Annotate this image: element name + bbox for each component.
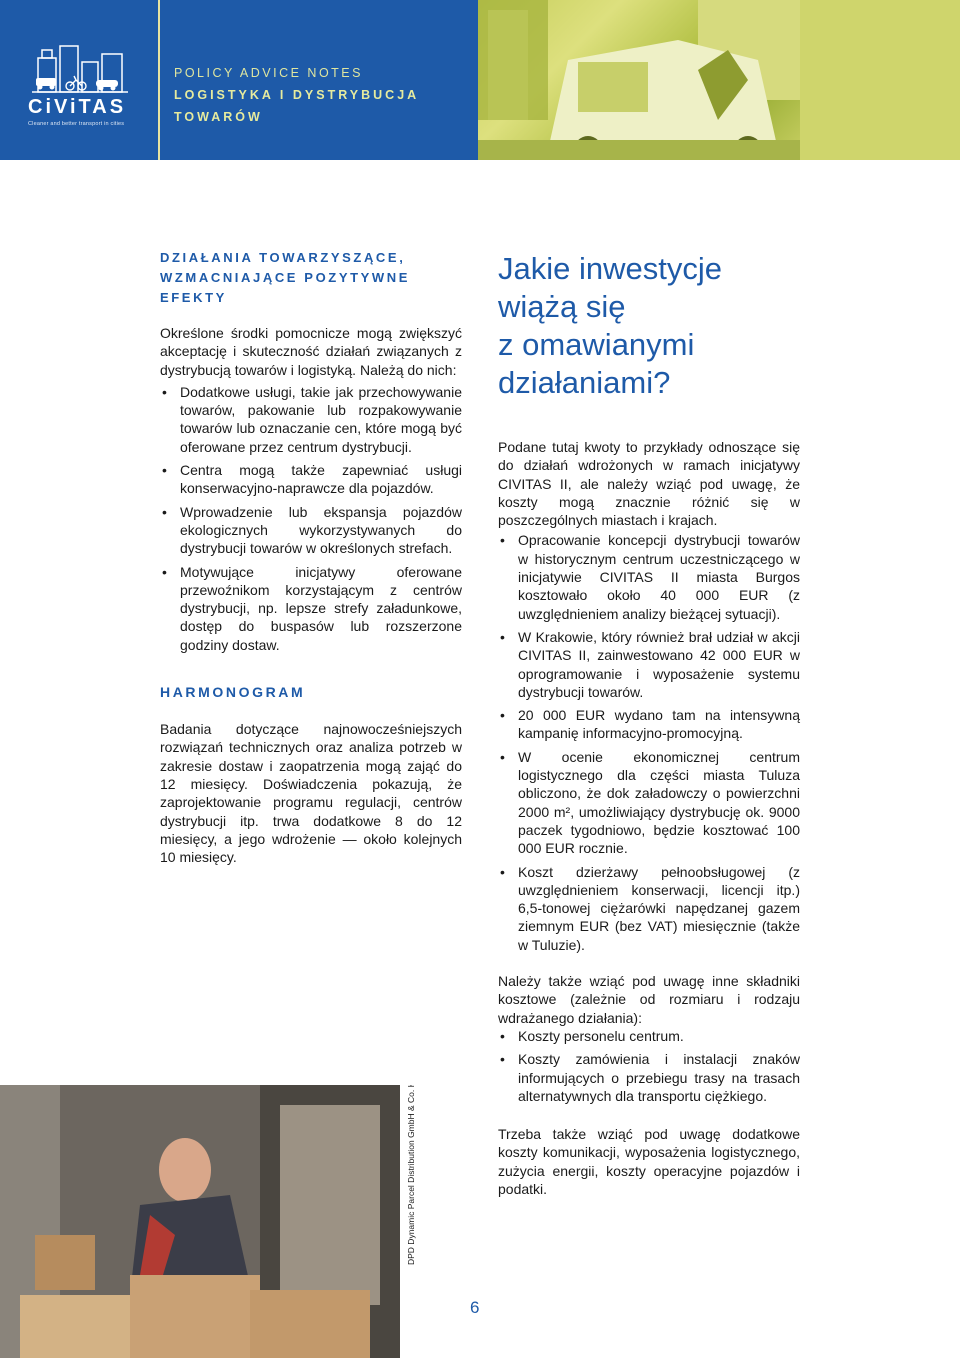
photo-credit-rotated [404,1085,418,1265]
list-item: • Koszty personelu centrum. [500,1027,684,1044]
question-heading-line4: działaniami? [498,365,671,400]
right-column [498,250,800,1198]
logo-tagline: Cleaner and better transport in cities [28,121,125,127]
city-skyline-icon [30,40,130,100]
worker-parcels-illustration [0,1085,400,1358]
bullet-icon: • [162,383,167,400]
list-item: • Koszty zamówienia i instalacji znaków informujących o przebiegu trasy na trasach alternatywnych dla transportu ciężkiego. [500,1051,800,1104]
bullet-icon: • [500,532,505,549]
section-title-line1: DZIAŁANIA TOWARZYSZĄCE, [160,250,406,265]
bullet-icon: • [500,628,505,645]
measures-list [160,383,462,654]
section-title-line2: WZMACNIAJĄCE POZYTYWNE [160,270,411,285]
section-schedule [160,682,462,866]
bullet-icon: • [500,1027,505,1044]
section-intro: Określone środki pomocnicze mogą zwiększyć akceptację i skuteczność działań związanych z dystrybucją towarów i logistyką. Należą do nich: [160,325,462,378]
list-item: • Dodatkowe usługi, takie jak przechowywanie towarów, pakowanie lub rozpakowywanie towarów lub oznaczanie cen, które mogą być oferowane przez centrum dystrybucji. [162,383,462,455]
photo-credit [404,1085,418,1265]
bullet-icon: • [162,462,167,479]
page-number: 6 [470,1298,480,1317]
list-item: • Centra mogą także zapewniać usługi konserwacyjno-naprawcze dla pojazdów. [162,462,462,497]
costs-list [498,531,800,954]
list-item: • W Krakowie, który również brał udział w akcji CIVITAS II, zainwestowano 42 000 EUR w oprogramowanie i wyposażenie systemu dystrybucji towarów. [500,628,800,700]
topic-title-line1: LOGISTYKA I DYSTRYBUCJA [174,88,420,102]
bullet-icon: • [500,748,505,765]
header-right-panel [800,0,960,160]
bullet-icon: • [162,503,167,520]
list-item: • Wprowadzenie lub ekspansja pojazdów ekologicznych wykorzystywanych do dystrybucji towarów w określonych strefach. [162,503,462,557]
bullet-icon: • [500,863,505,880]
civitas-logo [0,0,160,160]
costs-intro: Podane tutaj kwoty to przykłady odnoszące się do działań wdrożonych w ramach inicjatywy CIVITAS II, ale należy wziąć pod uwagę, że koszty mogą znacznie różnić się w poszczególnych miastach i krajach. [498,439,800,529]
photo-worker-with-parcels [0,1085,400,1358]
list-item: • Motywujące inicjatywy oferowane przewoźnikom korzystającym z centrów dystrybucji, np. lepsze strefy załadunkowe, dostęp do buspasów lub rozszerzone godziny dostaw. [162,563,462,653]
section-title: HARMONOGRAM [160,684,306,701]
topic-title-line2: TOWARÓW [174,110,263,124]
question-heading-line2: wiążą się [498,289,626,324]
delivery-van-illustration [478,0,800,160]
other-costs-list [498,1027,800,1105]
bullet-icon: • [500,1051,505,1068]
bullet-icon: • [500,707,505,724]
list-item: • W ocenie ekonomicznej centrum logistycznego dla części miasta Tuluza obliczono, że dok załadowczy o powierzchni 2000 m², umożliwiający dystrybucję ok. 9000 paczek tygodniowo, będzie kosztować 100 000 EUR rocznie. [500,748,800,857]
list-item: • Koszt dzierżawy pełnoobsługowej (z uwzględnieniem konserwacji, licencji itp.) 6,5-tonowej ciężarówki napędzanej gazem ziemnym EUR (bez VAT) miesięcznie (także w Tuluzie). [500,863,800,953]
bullet-icon: • [162,563,167,580]
header-photo-delivery-van [478,0,800,160]
question-heading-line3: z omawianymi [498,327,695,362]
header-titles [174,66,419,124]
logo-wordmark: CiViTAS [28,96,127,118]
list-item: • Opracowanie koncepcji dystrybucji towarów w historycznym centrum uczestniczącego w inicjatywie CIVITAS II miasta Burgos kosztowało około 40 000 EUR (z uwzględnieniem analizy bieżącej sytuacji). [500,532,800,622]
left-column [160,248,462,866]
photo-credit-text: DPD Dynamic Parcel Distribution GmbH & Co. KG [406,1085,416,1265]
list-item: • 20 000 EUR wydano tam na intensywną kampanię informacyjno-promocyjną. [500,707,800,742]
other-costs-intro: Należy także wziąć pod uwagę inne składniki kosztowe (zależnie od rozmiaru i rodzaju wdrażanego działania): [498,973,800,1026]
additional-costs-text: Trzeba także wziąć pod uwagę dodatkowe koszty komunikacji, wyposażenia logistycznego, zużycia energii, koszty operacyjne pojazdów i podatki. [498,1126,800,1197]
section-title-line3: EFEKTY [160,290,227,305]
series-title: POLICY ADVICE NOTES [174,66,363,80]
section-accompanying-measures [160,248,462,654]
question-heading-line1: Jakie inwestycje [498,251,722,286]
schedule-text: Badania dotyczące najnowocześniejszych rozwiązań technicznych oraz analiza potrzeb w zakresie dostaw i zaopatrzenia mogą zająć do 12 miesięcy. Doświadczenia pokazują, że zaprojektowanie programu regulacji, centrów dystrybucji itp. trwa dodatkowe 8 do 12 miesięcy, a jego wdrożenie — około kolejnych 10 miesięcy. [160,721,462,866]
